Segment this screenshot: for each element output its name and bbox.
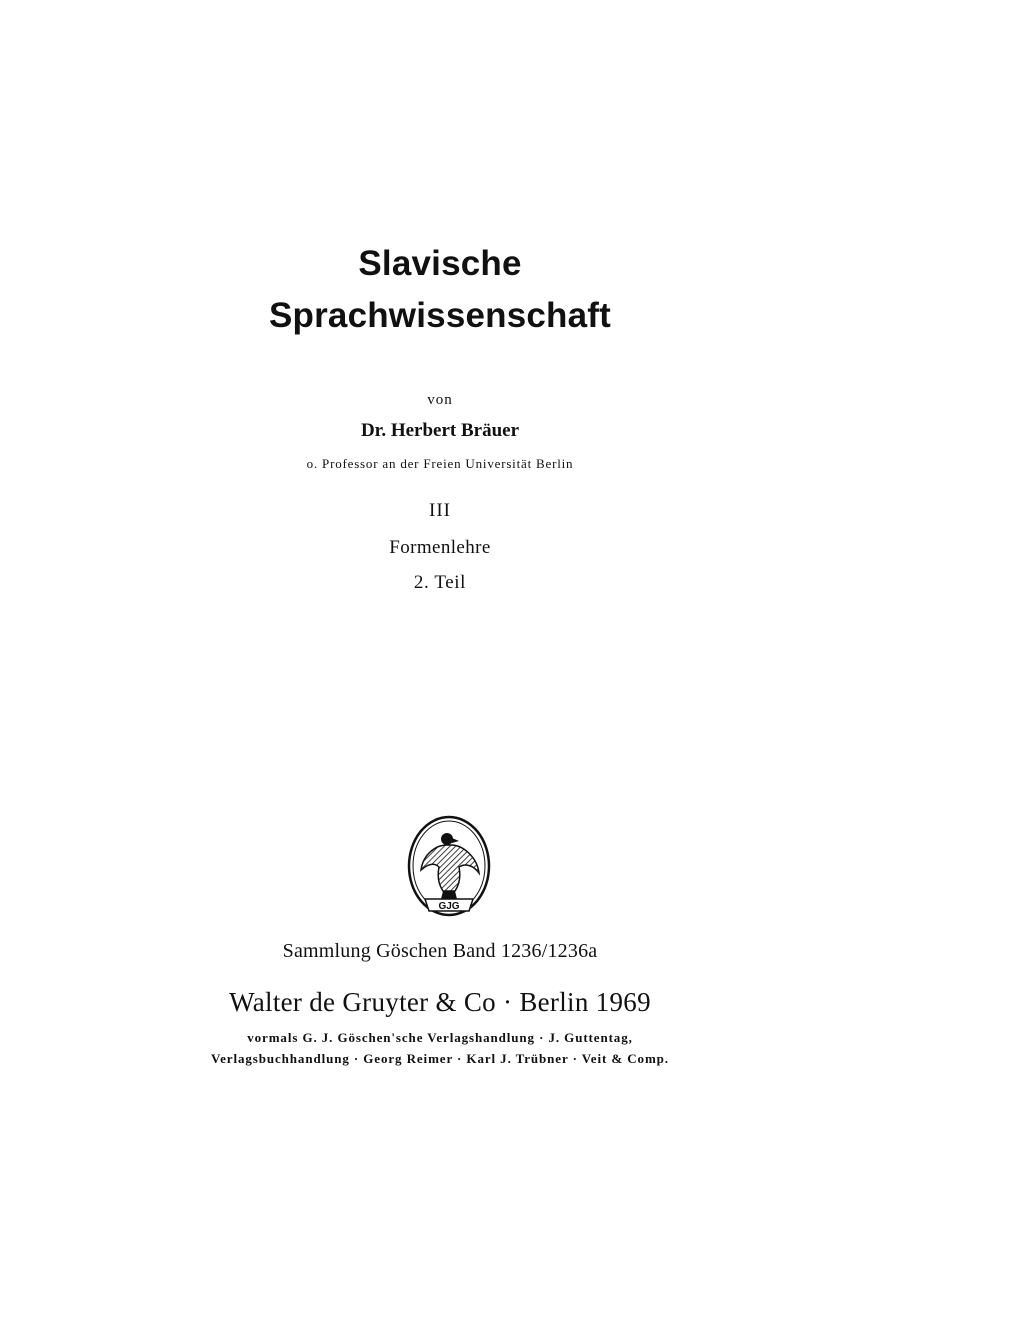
eagle-emblem-icon [407, 815, 491, 917]
volume-part: 2. Teil [413, 572, 467, 593]
volume-subject: Formenlehre [389, 537, 491, 558]
book-title-line-1: Slavische [358, 244, 522, 283]
formerly-line-1: vormals G. J. Göschen'sche Verlagshandlung · J. Guttentag, [247, 1030, 633, 1045]
formerly-line-2: Verlagsbuchhandlung · Georg Reimer · Karl J. Trübner · Veit & Comp. [211, 1051, 669, 1066]
logo-monogram: GJG [438, 901, 460, 912]
series-info: Sammlung Göschen Band 1236/1236a [282, 940, 598, 962]
byline-von: von [427, 392, 453, 408]
book-title-line-2: Sprachwissenschaft [268, 296, 612, 335]
publisher: Walter de Gruyter & Co · Berlin 1969 [229, 987, 651, 1017]
author-name: Dr. Herbert Bräuer [360, 420, 520, 441]
volume-number: III [429, 500, 451, 521]
author-position: o. Professor an der Freien Universität Berlin [306, 456, 574, 471]
